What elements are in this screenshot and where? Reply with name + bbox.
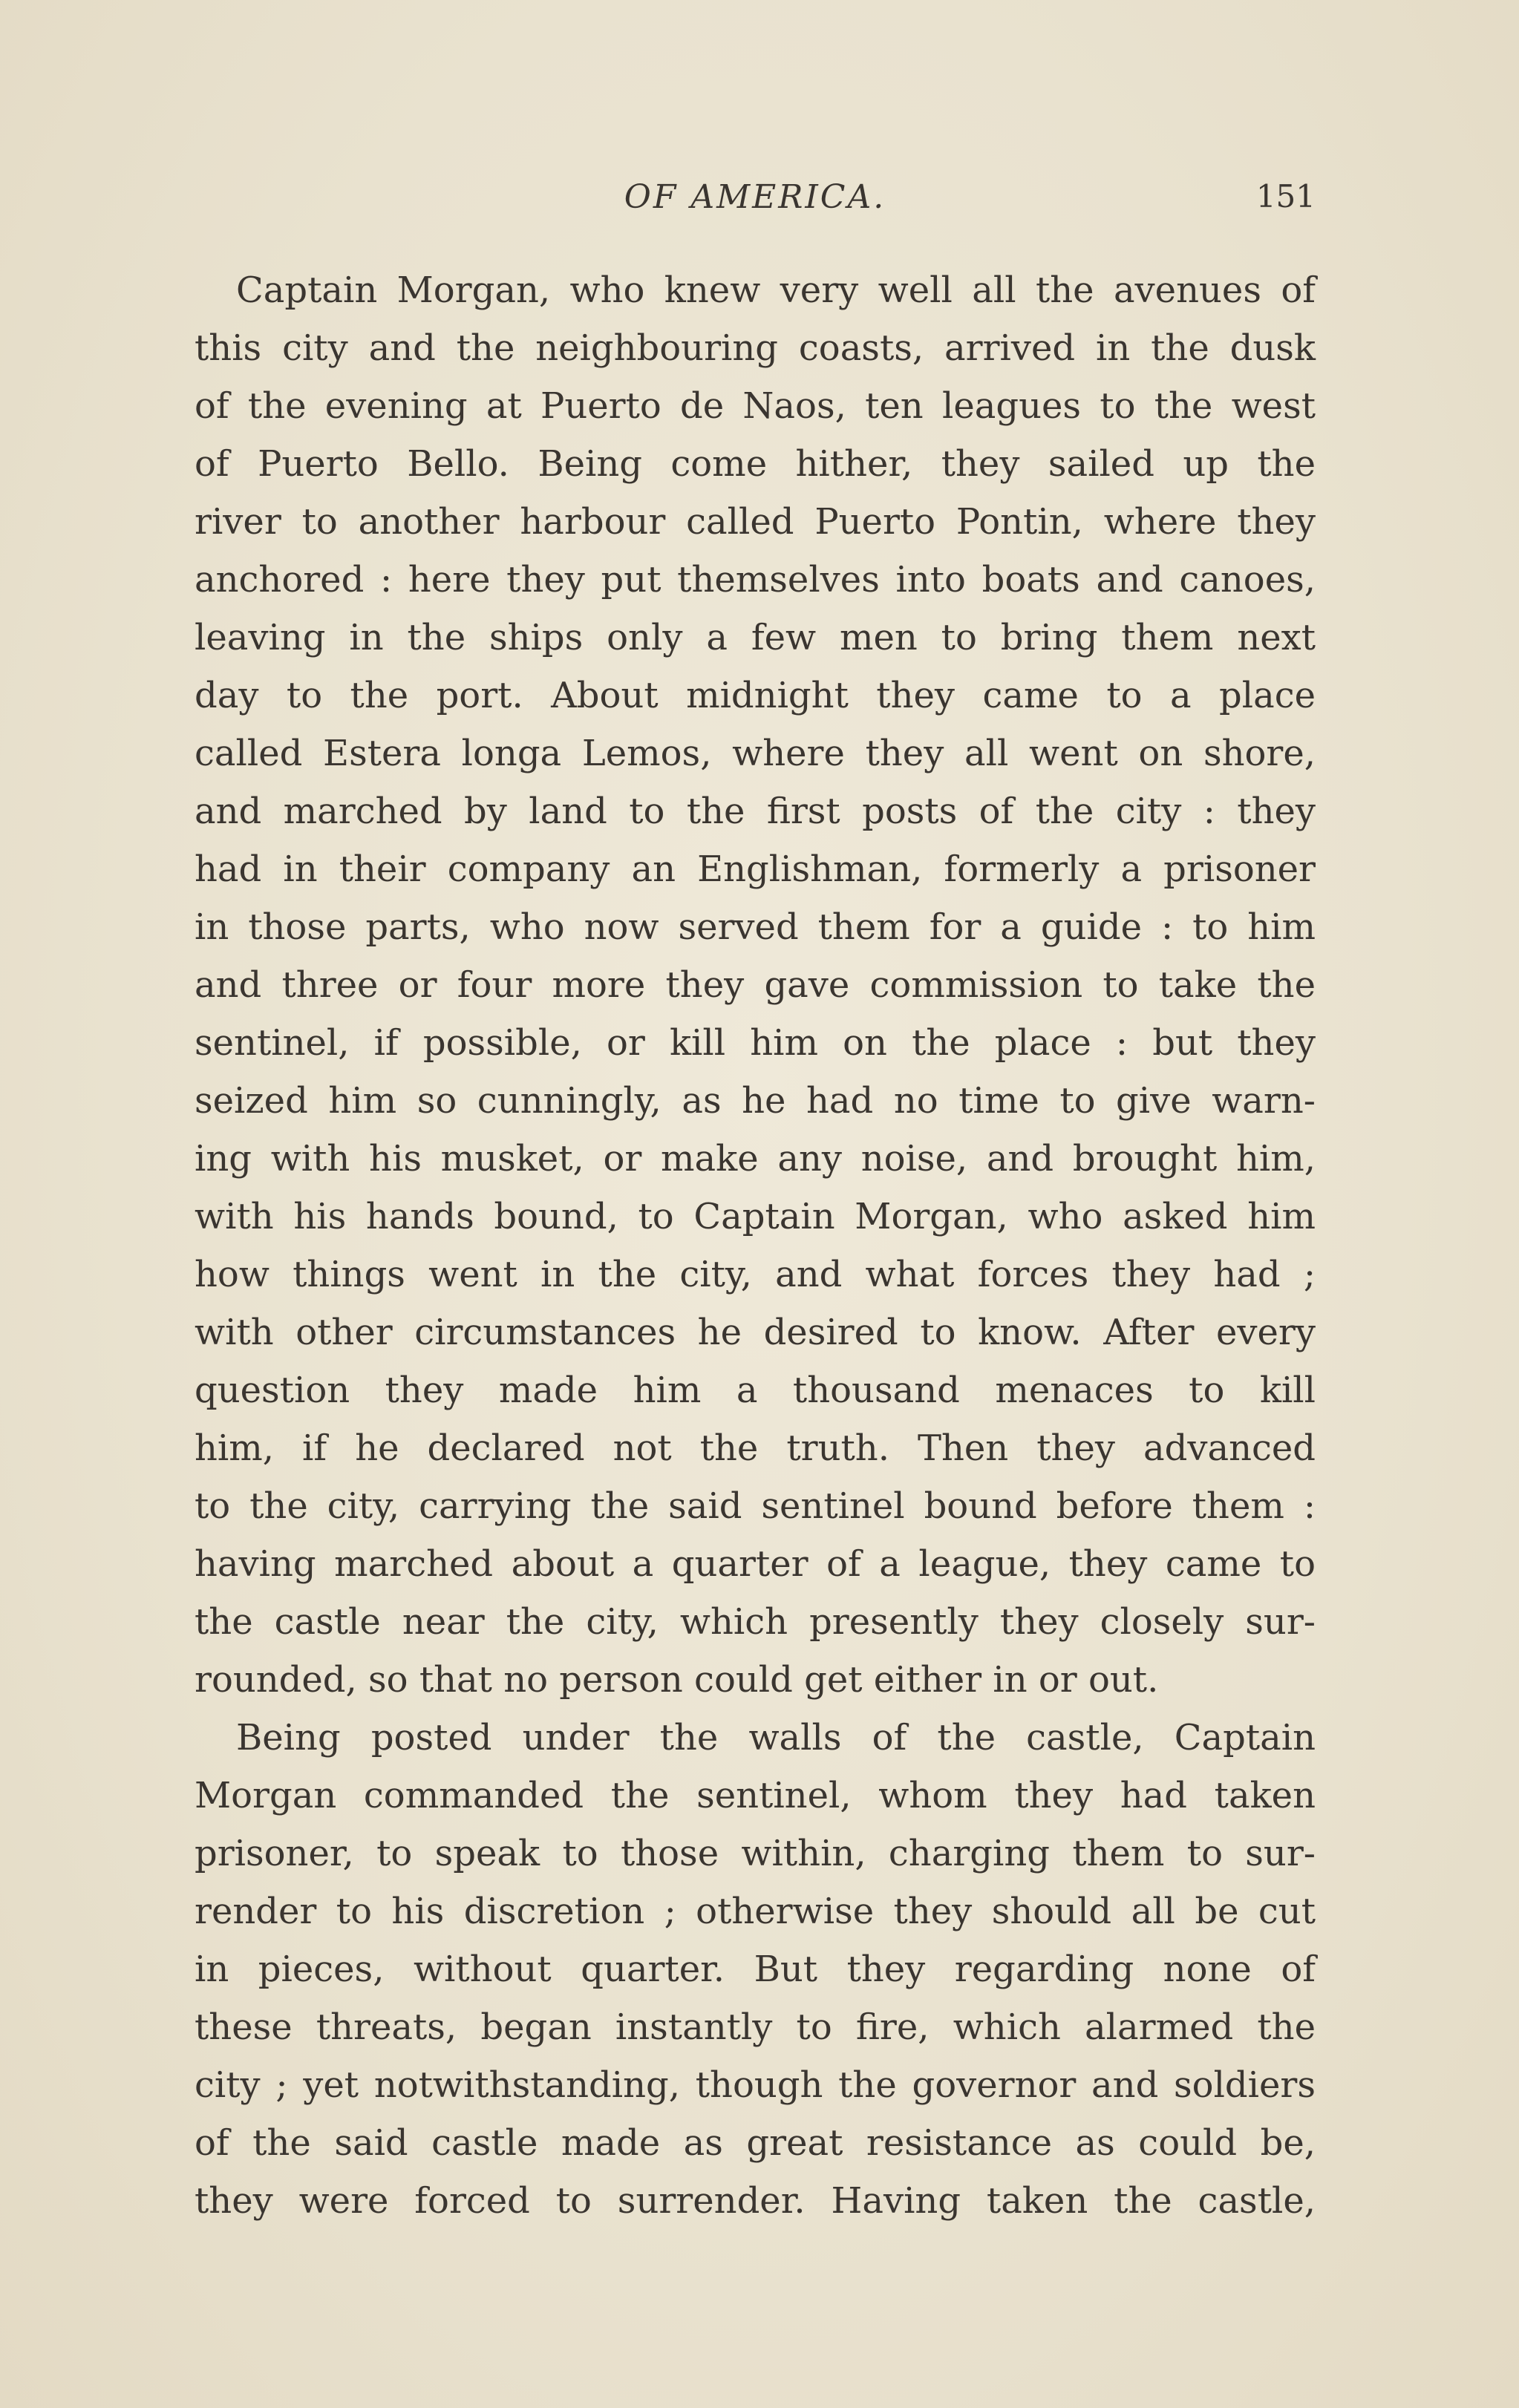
text-line: the castle near the city, which presently they closely sur- (195, 1601, 1316, 1643)
text-line: seized him so cunningly, as he had no time to give warn- (195, 1080, 1316, 1122)
text-line: rounded, so that no person could get either in or out. (195, 1659, 1159, 1701)
text-line: and marched by land to the first posts of the city : they (195, 791, 1316, 832)
text-line: river to another harbour called Puerto Pontin, where they (195, 501, 1316, 543)
text-line: Morgan commanded the sentinel, whom they had taken (195, 1775, 1316, 1816)
text-line: to the city, carrying the said sentinel bound before them : (195, 1485, 1316, 1527)
text-line: day to the port. About midnight they came to a place (195, 675, 1316, 716)
text-line: anchored : here they put themselves into boats and canoes, (195, 559, 1316, 601)
text-line: and three or four more they gave commission to take the (195, 964, 1316, 1006)
text-line: with other circumstances he desired to know. After every (195, 1312, 1316, 1353)
paragraph-1 (195, 261, 1316, 1709)
text-line: ing with his musket, or make any noise, and brought him, (195, 1138, 1316, 1180)
text-line: had in their company an Englishman, formerly a prisoner (195, 848, 1316, 890)
page-number: 151 (1255, 178, 1316, 215)
text-line: this city and the neighbouring coasts, arrived in the dusk (195, 327, 1316, 369)
text-line: render to his discretion ; otherwise they should all be cut (195, 1891, 1316, 1932)
text-line: with his hands bound, to Captain Morgan, who asked him (195, 1196, 1316, 1237)
text-line: called Estera longa Lemos, where they all went on shore, (195, 733, 1316, 774)
text-line: leaving in the ships only a few men to bring them next (195, 617, 1316, 658)
text-line: how things went in the city, and what forces they had ; (195, 1254, 1316, 1295)
text-line: these threats, began instantly to fire, which alarmed the (195, 2006, 1316, 2048)
text-line: city ; yet notwithstanding, though the governor and soldiers (195, 2064, 1316, 2106)
text-line: him, if he declared not the truth. Then they advanced (195, 1427, 1316, 1469)
text-line: of the evening at Puerto de Naos, ten leagues to the west (195, 385, 1316, 427)
text-line: prisoner, to speak to those within, charging them to sur- (195, 1833, 1316, 1874)
text-line: they were forced to surrender. Having taken the castle, (195, 2180, 1316, 2222)
body-text (195, 261, 1316, 2230)
text-line: Being posted under the walls of the castle, Captain (236, 1717, 1316, 1758)
text-line: sentinel, if possible, or kill him on the place : but they (195, 1022, 1316, 1064)
text-line: having marched about a quarter of a league, they came to (195, 1543, 1316, 1585)
text-line: of Puerto Bello. Being come hither, they sailed up the (195, 443, 1316, 485)
text-line: question they made him a thousand menaces to kill (195, 1370, 1316, 1411)
text-line: in pieces, without quarter. But they regarding none of (195, 1949, 1316, 1990)
running-head (195, 178, 1316, 223)
text-line: of the said castle made as great resistance as could be, (195, 2122, 1316, 2164)
text-line: Captain Morgan, who knew very well all the avenues of (236, 269, 1316, 311)
text-line: in those parts, who now served them for a guide : to him (195, 906, 1316, 948)
running-title: OF AMERICA. (624, 178, 886, 216)
paragraph-2 (195, 1709, 1316, 2230)
